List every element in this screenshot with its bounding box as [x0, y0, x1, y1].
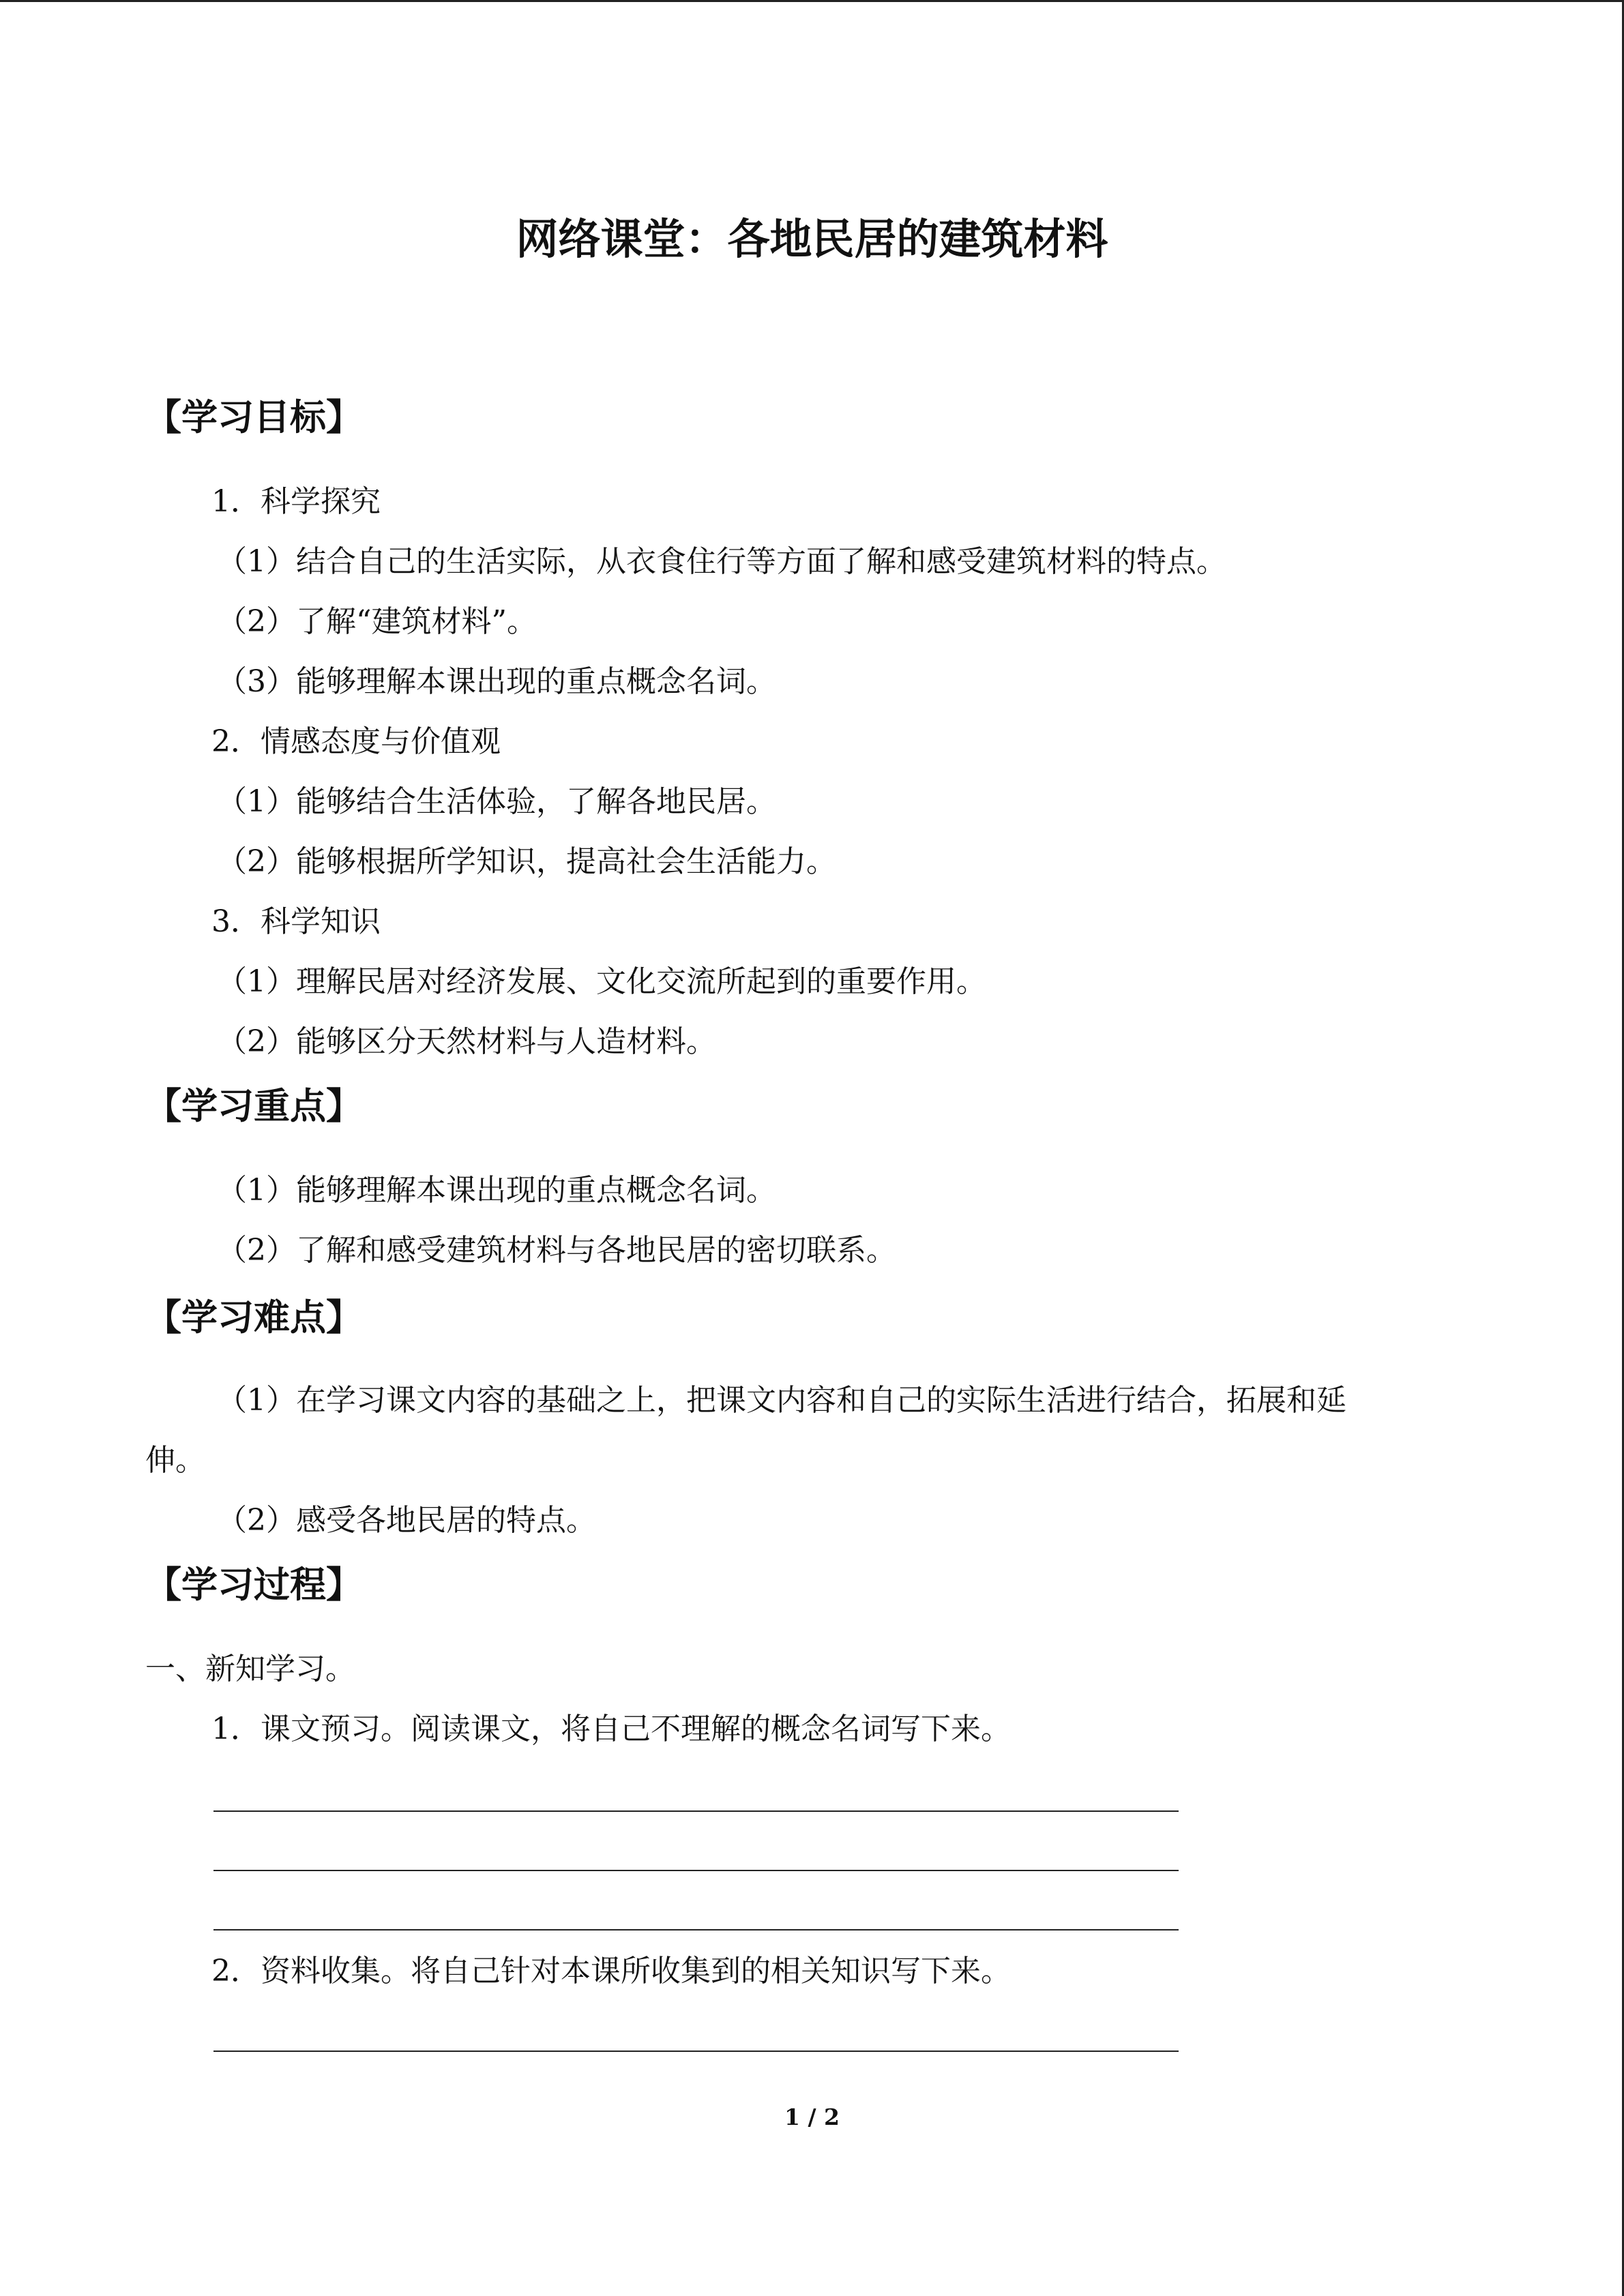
objective-line: 2．情感态度与价值观 — [211, 724, 501, 759]
difficulty-line: （1）在学习课文内容的基础之上，把课文内容和自己的实际生活进行结合，拓展和延 — [217, 1383, 1346, 1418]
answer-blank-line[interactable] — [213, 1929, 1179, 1930]
section-heading-process: 【学习过程】 — [145, 1564, 362, 1606]
objective-line: 3．科学知识 — [211, 904, 381, 939]
key-point-line: （1）能够理解本课出现的重点概念名词。 — [217, 1173, 776, 1208]
section-heading-objectives: 【学习目标】 — [145, 397, 362, 438]
page-title: 网络课堂：各地民居的建筑材料 — [516, 214, 1108, 264]
objective-line: （3）能够理解本课出现的重点概念名词。 — [217, 664, 776, 699]
process-line: 1．课文预习。阅读课文，将自己不理解的概念名词写下来。 — [211, 1712, 1011, 1746]
answer-blank-line[interactable] — [213, 2051, 1179, 2052]
section-heading-key-points: 【学习重点】 — [145, 1086, 362, 1127]
objective-line: （2）能够区分天然材料与人造材料。 — [217, 1024, 716, 1059]
process-line: 一、新知学习。 — [145, 1652, 355, 1686]
process-line: 2．资料收集。将自己针对本课所收集到的相关知识写下来。 — [211, 1954, 1011, 1988]
objective-line: （1）能够结合生活体验，了解各地民居。 — [217, 784, 776, 819]
objective-line: （1）结合自己的生活实际，从衣食住行等方面了解和感受建筑材料的特点。 — [217, 544, 1226, 579]
difficulty-line: 伸。 — [145, 1443, 205, 1478]
section-heading-difficulties: 【学习难点】 — [145, 1297, 362, 1339]
key-point-line: （2）了解和感受建筑材料与各地民居的密切联系。 — [217, 1233, 896, 1268]
objective-line: （2）了解“建筑材料”。 — [217, 604, 537, 639]
objective-line: 1．科学探究 — [211, 484, 381, 519]
page-border-top — [0, 0, 1624, 2]
answer-blank-line[interactable] — [213, 1810, 1179, 1812]
answer-blank-line[interactable] — [213, 1870, 1179, 1871]
objective-line: （2）能够根据所学知识，提高社会生活能力。 — [217, 844, 836, 879]
difficulty-line: （2）感受各地民居的特点。 — [217, 1503, 596, 1538]
page-number: 1 / 2 — [784, 2104, 840, 2130]
objective-line: （1）理解民居对经济发展、文化交流所起到的重要作用。 — [217, 964, 986, 999]
